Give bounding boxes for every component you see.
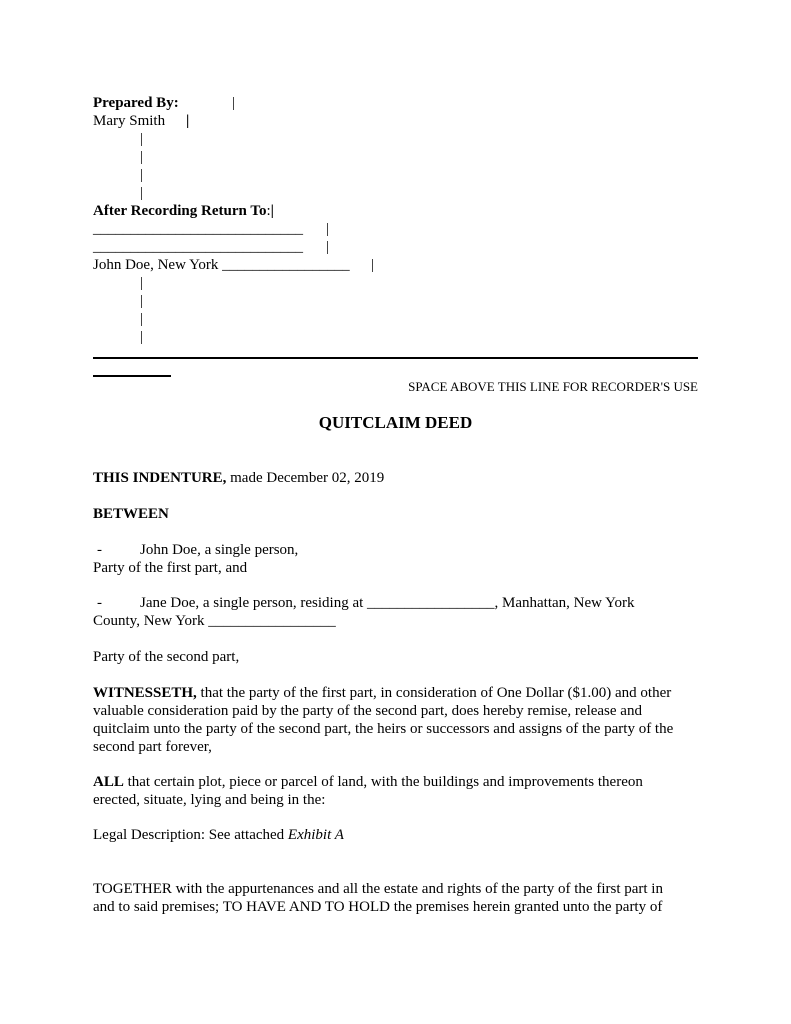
party2-name: Jane Doe, a single person, residing at _________________, Manhattan, New York <box>140 595 635 611</box>
recorder-divider-tail <box>93 375 171 377</box>
prepared-by-label: Prepared By: <box>93 95 179 111</box>
pipe-marker: | <box>140 275 144 291</box>
witnesseth-text-1: that the party of the first part, in consideration of One Dollar ($1.00) and other <box>196 685 672 701</box>
together-line-1: TOGETHER with the appurtenances and all the estate and rights of the party of the first part in <box>93 881 663 897</box>
pipe-marker: | <box>140 185 144 201</box>
pipe-marker: | <box>140 311 144 327</box>
pipe-marker: | <box>270 203 274 219</box>
witnesseth-line-2: valuable consideration paid by the party of the second part, does hereby remise, release and <box>93 703 642 719</box>
document-title: QUITCLAIM DEED <box>318 413 473 432</box>
all-line-1 <box>93 773 643 791</box>
party2-county: County, New York _________________ <box>93 613 336 629</box>
legal-text: Legal Description: See attached <box>93 827 288 843</box>
indenture-date: made December 02, 2019 <box>226 470 385 486</box>
together-line-2: and to said premises; TO HAVE AND TO HOLD the premises herein granted unto the party of <box>93 899 663 915</box>
pipe-marker: | <box>186 113 190 129</box>
party1-name: John Doe, a single person, <box>140 542 299 558</box>
return-blank-line-1: ____________________________ <box>93 221 303 237</box>
indenture-lead: THIS INDENTURE, <box>93 470 227 486</box>
pipe-marker: | <box>140 293 144 309</box>
witnesseth-line-4: second part forever, <box>93 739 212 755</box>
between-heading: BETWEEN <box>93 506 169 522</box>
recorder-note: SPACE ABOVE THIS LINE FOR RECORDER'S USE <box>408 379 698 394</box>
pipe-marker: | <box>326 239 330 255</box>
return-blank-line-2: ____________________________ <box>93 239 303 255</box>
pipe-marker: | <box>140 131 144 147</box>
pipe-marker: | <box>371 257 375 273</box>
all-lead: ALL <box>93 774 124 790</box>
party2-role: Party of the second part, <box>93 649 240 665</box>
all-text-1: that certain plot, piece or parcel of land, with the buildings and improvements thereon <box>123 774 643 790</box>
party2-dash: - <box>97 595 102 611</box>
legal-description <box>93 826 344 844</box>
preparer-name: Mary Smith <box>93 113 166 129</box>
pipe-marker: | <box>140 167 144 183</box>
party1-role: Party of the first part, and <box>93 560 248 576</box>
party1-dash: - <box>97 542 102 558</box>
witnesseth-line-1 <box>93 684 671 702</box>
pipe-marker: | <box>326 221 330 237</box>
return-to-label: After Recording Return To <box>93 203 267 219</box>
return-to-colon: : <box>266 203 271 219</box>
witnesseth-lead: WITNESSETH, <box>93 685 197 701</box>
pipe-marker: | <box>232 95 236 111</box>
return-to-heading <box>93 202 274 220</box>
recorder-divider-line <box>93 357 698 359</box>
return-address-line: John Doe, New York _________________ <box>93 257 350 273</box>
pipe-marker: | <box>140 329 144 345</box>
indenture-line <box>93 469 698 487</box>
pipe-marker: | <box>140 149 144 165</box>
witnesseth-line-3: quitclaim unto the party of the second part, the heirs or successors and assigns of the party of the <box>93 721 674 737</box>
all-line-2: erected, situate, lying and being in the: <box>93 792 326 808</box>
exhibit-reference: Exhibit A <box>287 827 344 843</box>
